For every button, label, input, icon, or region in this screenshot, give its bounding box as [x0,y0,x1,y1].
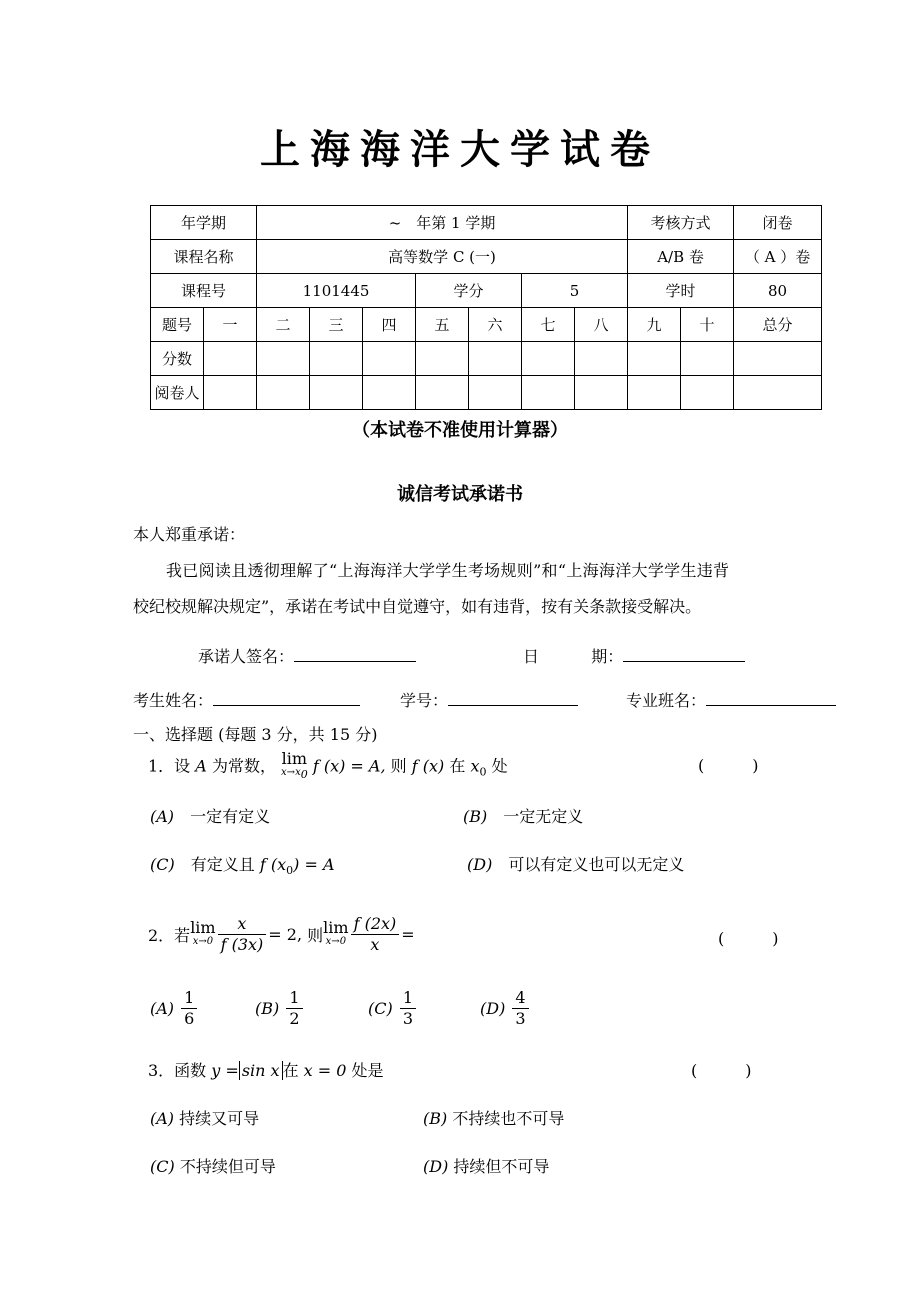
grader-cell[interactable] [204,376,257,410]
course-no-value: 1101445 [257,274,416,308]
score-cell[interactable] [681,342,734,376]
q3-tail: 处是 [351,1061,384,1080]
grader-cell[interactable] [681,376,734,410]
grader-cell[interactable] [310,376,363,410]
q1-stem [148,749,508,783]
pledge-body-line2: 校纪校规解决规定”，承诺在考试中自觉遵守，如有违背，按有关条款接受解决。 [133,597,702,616]
q2-option-b[interactable]: (B) $\frac{1}{2}$ [255,988,305,1029]
question-num: 七 [522,308,575,342]
q1-option-b[interactable]: (B) 一定无定义 [463,807,584,826]
pledge-title: 诚信考试承诺书 [397,484,523,505]
major-class-row [626,688,836,711]
q1-option-d[interactable]: (D) 可以有定义也可以无定义 [467,855,685,874]
q3-option-a[interactable]: (A) 持续又可导 [150,1109,260,1128]
q1-at: 在 [449,756,466,776]
grader-cell[interactable] [257,376,310,410]
score-cell[interactable] [204,342,257,376]
course-no-label: 课程号 [151,274,257,308]
q3-y: y = [211,1061,239,1080]
question-num: 二 [257,308,310,342]
question-num: 三 [310,308,363,342]
q2-stem [148,914,415,955]
q1-then: 则 [390,756,407,776]
q1-x-idx: 0 [479,765,487,779]
q3-option-b[interactable]: (B) 不持续也不可导 [423,1109,565,1128]
q1-var-a: A [195,756,207,776]
major-class-field[interactable] [706,689,836,706]
q1-place: 处 [491,756,508,776]
pledge-body-line1: 我已阅读且透彻理解了“上海海洋大学学生考场规则”和“上海海洋大学学生违背 [166,561,730,580]
student-id-row [400,688,578,711]
q2-option-d[interactable]: (D) $\frac{4}{3}$ [480,988,531,1029]
exam-method-label: 考核方式 [628,206,734,240]
ab-value: （ A ）卷 [734,240,822,274]
q1-number: 1．设 [148,756,191,776]
calculator-note: （本试卷不准使用计算器） [352,420,568,441]
grader-cell[interactable] [734,376,822,410]
student-id-field[interactable] [448,689,578,706]
q1-option-a[interactable]: (A) 一定有定义 [150,807,271,826]
q2-answer-paren[interactable]: ( ) [718,929,779,948]
score-cell[interactable] [363,342,416,376]
score-cell[interactable] [734,342,822,376]
grader-label: 阅卷人 [151,376,204,410]
score-row [151,342,822,376]
credit-label: 学分 [416,274,522,308]
course-name-label: 课程名称 [151,240,257,274]
score-cell[interactable] [469,342,522,376]
q1-x: x [470,756,480,776]
score-cell[interactable] [522,342,575,376]
date-row [523,644,745,667]
grader-cell[interactable] [522,376,575,410]
q3-at: 在 [282,1061,299,1080]
grader-cell[interactable] [575,376,628,410]
q3-number: 3．函数 [148,1061,207,1080]
q3-option-d[interactable]: (D) 持续但不可导 [423,1157,550,1176]
question-num: 总分 [734,308,822,342]
pledge-intro: 本人郑重承诺： [133,525,246,544]
q3-stem [148,1058,384,1081]
q2-number: 2．若 [148,926,191,945]
score-label: 分数 [151,342,204,376]
q3-abs-expr: sin x [239,1061,283,1080]
date-field[interactable] [623,645,745,662]
q1-limit: lim $x\to x_0$ [281,749,308,781]
q1-fx: f (x) [411,756,445,776]
question-num: 四 [363,308,416,342]
question-number-row [151,308,822,342]
q2-frac2: $\frac{f (2x)}{x}$ [351,914,400,955]
q3-cond: x = 0 [303,1061,347,1080]
q3-answer-paren[interactable]: ( ) [691,1061,752,1080]
q3-option-c[interactable]: (C) 不持续但可导 [150,1157,276,1176]
exam-info-table [150,205,822,410]
q2-eq2: = [401,925,415,944]
score-cell[interactable] [575,342,628,376]
major-class-label: 专业班名： [626,691,707,710]
signature-field[interactable] [294,645,416,662]
grader-cell[interactable] [416,376,469,410]
score-cell[interactable] [310,342,363,376]
credit-value: 5 [522,274,628,308]
q2-option-c[interactable]: (C) $\frac{1}{3}$ [368,988,418,1029]
year-term-value: ~ 年第 1 学期 [257,206,628,240]
q1-answer-paren[interactable]: ( ) [698,756,759,775]
q2-limit1: lim x→0 [190,917,216,947]
grader-cell[interactable] [469,376,522,410]
q2-limit2: lim x→0 [323,917,349,947]
date-label-1: 日 [523,647,540,666]
question-num: 九 [628,308,681,342]
grader-cell[interactable] [363,376,416,410]
course-name-value: 高等数学 C (一) [257,240,628,274]
q2-eq: = 2, [268,925,303,944]
year-term-label: 年学期 [151,206,257,240]
question-num: 五 [416,308,469,342]
score-cell[interactable] [628,342,681,376]
question-num: 六 [469,308,522,342]
hours-label: 学时 [628,274,734,308]
signature-row [198,644,416,667]
question-num: 一 [204,308,257,342]
grader-row [151,376,822,410]
date-label-2: 期： [591,647,624,666]
student-id-label: 学号： [400,691,449,710]
exam-method-value: 闭卷 [734,206,822,240]
q2-frac1: $\frac{x}{f (3x)}$ [218,914,267,955]
question-no-label: 题号 [151,308,204,342]
student-name-field[interactable] [213,689,360,706]
score-cell[interactable] [257,342,310,376]
hours-value: 80 [734,274,822,308]
grader-cell[interactable] [628,376,681,410]
section1-heading: 一、选择题 (每题 3 分，共 15 分) [133,725,378,744]
q1-expr: f (x) = A, [312,756,386,776]
student-name-label: 考生姓名： [133,691,214,710]
q1-text: 为常数， [211,756,276,776]
signature-label: 承诺人签名： [198,647,295,666]
score-cell[interactable] [416,342,469,376]
page-title: 上海海洋大学试卷 [260,126,660,173]
ab-label: A/B 卷 [628,240,734,274]
question-num: 十 [681,308,734,342]
student-name-row [133,688,360,711]
q2-then: 则 [307,926,324,945]
question-num: 八 [575,308,628,342]
q2-option-a[interactable]: (A) $\frac{1}{6}$ [150,988,199,1029]
q1-option-c[interactable]: (C) 有定义且 f $(x_0) = A$ [150,855,335,878]
